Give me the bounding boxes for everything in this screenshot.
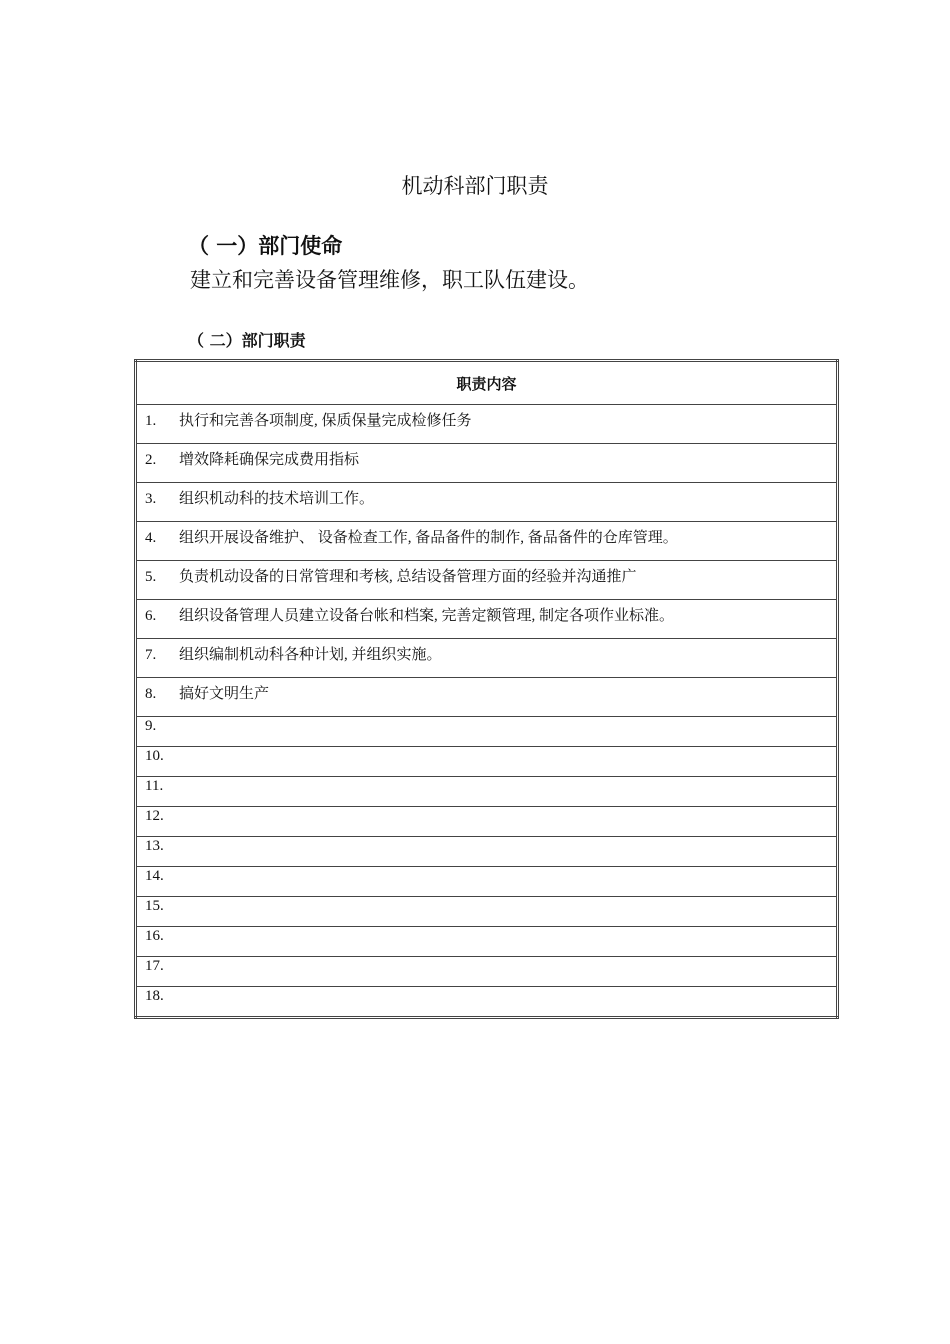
table-row (136, 837, 838, 867)
table-row (136, 678, 838, 717)
table-row (136, 600, 838, 639)
table-cell (136, 777, 838, 807)
mission-text: 建立和完善设备管理维修，职工队伍建设。 (190, 268, 589, 292)
row-number: 1. (145, 413, 157, 429)
row-text: 搞好文明生产 (179, 686, 270, 702)
table-row (136, 522, 838, 561)
row-number: 9. (145, 718, 157, 734)
table-cell (136, 717, 838, 747)
table-row (136, 957, 838, 987)
table-cell (136, 807, 838, 837)
row-number: 10. (145, 748, 164, 764)
duties-table (134, 359, 839, 1019)
table-cell (136, 405, 838, 444)
row-number: 15. (145, 898, 164, 914)
row-number: 16. (145, 928, 164, 944)
table-cell (136, 867, 838, 897)
section-heading-duties: （ 二）部门职责 (188, 331, 306, 350)
row-number: 6. (145, 608, 157, 624)
page-title: 机动科部门职责 (401, 174, 549, 198)
table-cell (136, 522, 838, 561)
section-heading-mission: （ 一）部门使命 (188, 234, 343, 258)
row-text: 增效降耗确保完成费用指标 (179, 452, 360, 468)
row-number: 12. (145, 808, 164, 824)
row-number: 14. (145, 868, 164, 884)
row-text: 执行和完善各项制度, 保质保量完成检修任务 (179, 413, 472, 429)
row-number: 4. (145, 530, 157, 546)
row-text: 组织编制机动科各种计划, 并组织实施。 (179, 647, 442, 663)
row-number: 17. (145, 958, 164, 974)
table-cell (136, 483, 838, 522)
row-text: 组织设备管理人员建立设备台帐和档案, 完善定额管理, 制定各项作业标准。 (179, 608, 675, 624)
table-row (136, 717, 838, 747)
table-cell (136, 678, 838, 717)
row-number: 18. (145, 988, 164, 1004)
row-text: 组织机动科的技术培训工作。 (179, 491, 375, 507)
row-text: 负责机动设备的日常管理和考核, 总结设备管理方面的经验并沟通推广 (179, 569, 637, 585)
table-cell (136, 927, 838, 957)
table-row (136, 444, 838, 483)
table-cell (136, 600, 838, 639)
table-cell (136, 957, 838, 987)
row-number: 11. (145, 778, 164, 794)
table-cell (136, 561, 838, 600)
table-row (136, 777, 838, 807)
table-cell (136, 639, 838, 678)
table-row (136, 639, 838, 678)
row-number: 7. (145, 647, 157, 663)
table-row (136, 927, 838, 957)
table-row (136, 561, 838, 600)
table-row (136, 405, 838, 444)
table-row (136, 867, 838, 897)
table-row (136, 483, 838, 522)
table-row (136, 987, 838, 1018)
table-header-row (136, 361, 838, 405)
row-number: 2. (145, 452, 157, 468)
table-cell (136, 987, 838, 1018)
table-row (136, 747, 838, 777)
row-number: 3. (145, 491, 157, 507)
row-number: 8. (145, 686, 157, 702)
table-cell (136, 747, 838, 777)
table-cell (136, 837, 838, 867)
table-header-cell: 职责内容 (136, 361, 838, 405)
row-number: 5. (145, 569, 157, 585)
table-cell (136, 897, 838, 927)
row-number: 13. (145, 838, 164, 854)
row-text: 组织开展设备维护、 设备检查工作, 备品备件的制作, 备品备件的仓库管理。 (179, 530, 678, 546)
table-cell (136, 444, 838, 483)
table-row (136, 897, 838, 927)
table-row (136, 807, 838, 837)
